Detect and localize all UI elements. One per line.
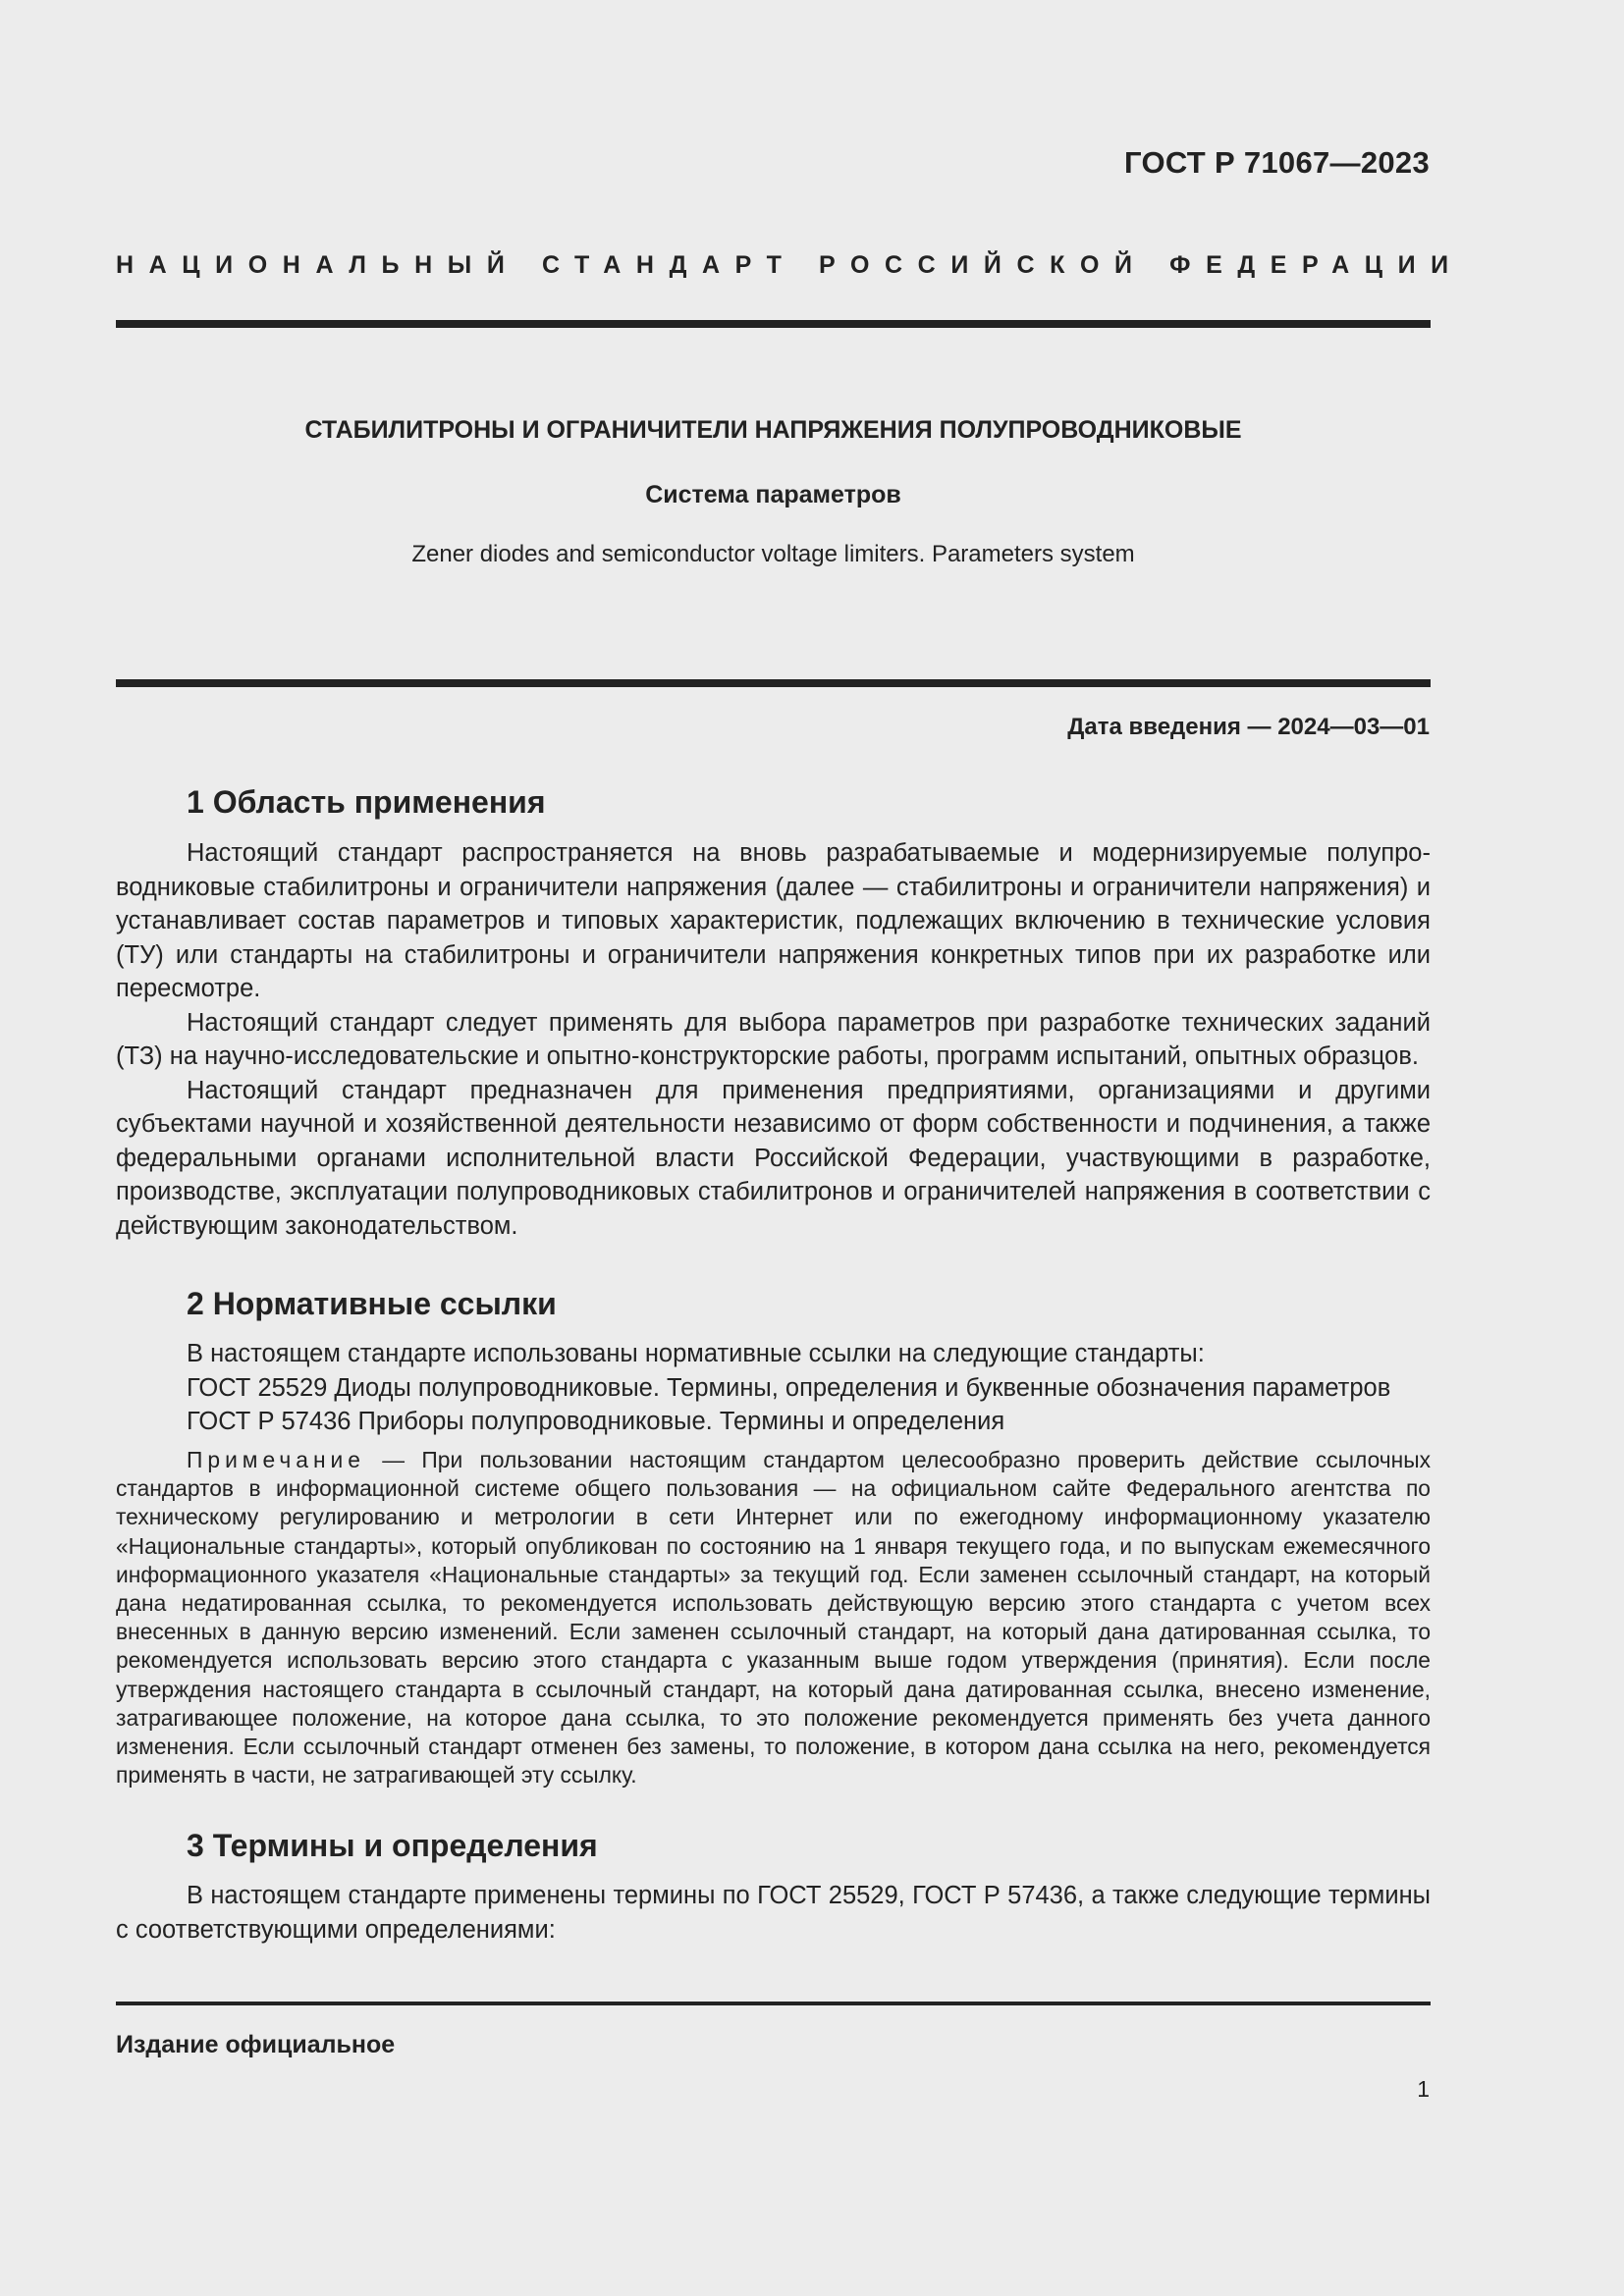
title-divider xyxy=(116,679,1431,687)
section-3-body xyxy=(116,1879,1431,1947)
document-number: ГОСТ Р 71067—2023 xyxy=(1124,145,1430,180)
introduction-date: Дата введения — 2024—03—01 xyxy=(1067,714,1430,740)
section-1-paragraph: Настоящий стандарт предназначен для применения предприятиями, организациями и другими субъектами научной и хозяйственной деятельности независимо от форм собственности и подчинения, а также федеральными органами исполнительной власти Российской Федерации, участвующими в разработке, производстве, эксплуатации полупроводниковых стабилитронов и ограничителей напряжения в соответствии с действующим законодательством. xyxy=(116,1076,1431,1240)
section-2-intro: В настоящем стандарте использованы нормативные ссылки на следующие стандарты: xyxy=(187,1340,1205,1367)
section-1-body xyxy=(116,836,1431,1243)
english-title: Zener diodes and semiconductor voltage limiters. Parameters system xyxy=(411,541,1135,567)
document-title: СТАБИЛИТРОНЫ И ОГРАНИЧИТЕЛИ НАПРЯЖЕНИЯ ПОЛУПРОВОДНИКОВЫЕ xyxy=(304,416,1242,444)
section-1-paragraph: Настоящий стандарт следует применять для выбора параметров при разработке технических заданий (ТЗ) на научно-исследовательские и опытно-конструкторские работы, программ испытаний, опытных образцов. xyxy=(116,1008,1431,1070)
section-2-references xyxy=(187,1337,1443,1439)
standard-type-title: НАЦИОНАЛЬНЫЙ СТАНДАРТ РОССИЙСКОЙ ФЕДЕРАЦИИ xyxy=(116,251,1464,279)
section-1-paragraph: Настоящий стандарт распространяется на вновь разрабатываемые и модернизируемые полупроводниковые стабилитроны и ограничители напряжения (далее — стабилитроны и ограничители напряжения) и устанавливает состав параметров и типовых характеристик, подлежащих включению в технические условия (ТУ) или стандарты на стабилитроны и ограничители напряжения конкретных типов при их разработке или пересмотре. xyxy=(116,839,1431,1002)
section-3-heading: 3 Термины и определения xyxy=(187,1828,598,1863)
section-2-heading: 2 Нормативные ссылки xyxy=(187,1286,557,1321)
document-subtitle: Система параметров xyxy=(645,481,901,508)
note-text: — При пользовании настоящим стандартом целесообразно проверить действие ссылочных стандартов в информационной системе общего пользования — на официальном сайте Федерального агентства по техническому регулированию и метрологии в сети Интернет или по ежегодному информационному указателю «Национальные стандарты», который опубликован по состоянию на 1 января текущего года, и по выпускам ежемесячного информационного указателя «Национальные стандарты» за текущий год. Если заменен ссылочный стандарт, на который дана недатированная ссылка, то рекомендуется использовать действующую версию этого стандарта с учетом всех внесенных в данную версию изменений. Если заменен ссылочный стандарт, на который дана датированная ссылка, то рекомендуется использовать версию этого стандарта с указанным выше годом утверждения (принятия). Если после утверждения настоящего стандарта в ссылочный стандарт, на который дана датированная ссылка, внесено изменение, затрагивающее положение, на которое дана ссылка, то это положение рекомендуется применять без учета данного изменения. Если ссылочный стандарт отменен без замены, то положение, в котором дана ссылка на него, рекомендуется применять в части, не затрагивающей эту ссылку. xyxy=(116,1447,1431,1789)
footer-divider xyxy=(116,2002,1431,2005)
note-label: Примечание xyxy=(187,1447,365,1472)
top-divider xyxy=(116,320,1431,328)
section-2-note xyxy=(116,1446,1431,1789)
reference-item: ГОСТ Р 57436 Приборы полупроводниковые. Термины и определения xyxy=(187,1408,1005,1435)
reference-item: ГОСТ 25529 Диоды полупроводниковые. Термины, определения и буквенные обозначения параметров xyxy=(187,1373,1391,1402)
section-1-heading: 1 Область применения xyxy=(187,784,546,820)
section-3-paragraph: В настоящем стандарте применены термины по ГОСТ 25529, ГОСТ Р 57436, а также следующие термины с соответствующими определениями: xyxy=(116,1882,1431,1944)
page-number: 1 xyxy=(1417,2076,1430,2102)
edition-label: Издание официальное xyxy=(116,2031,396,2058)
